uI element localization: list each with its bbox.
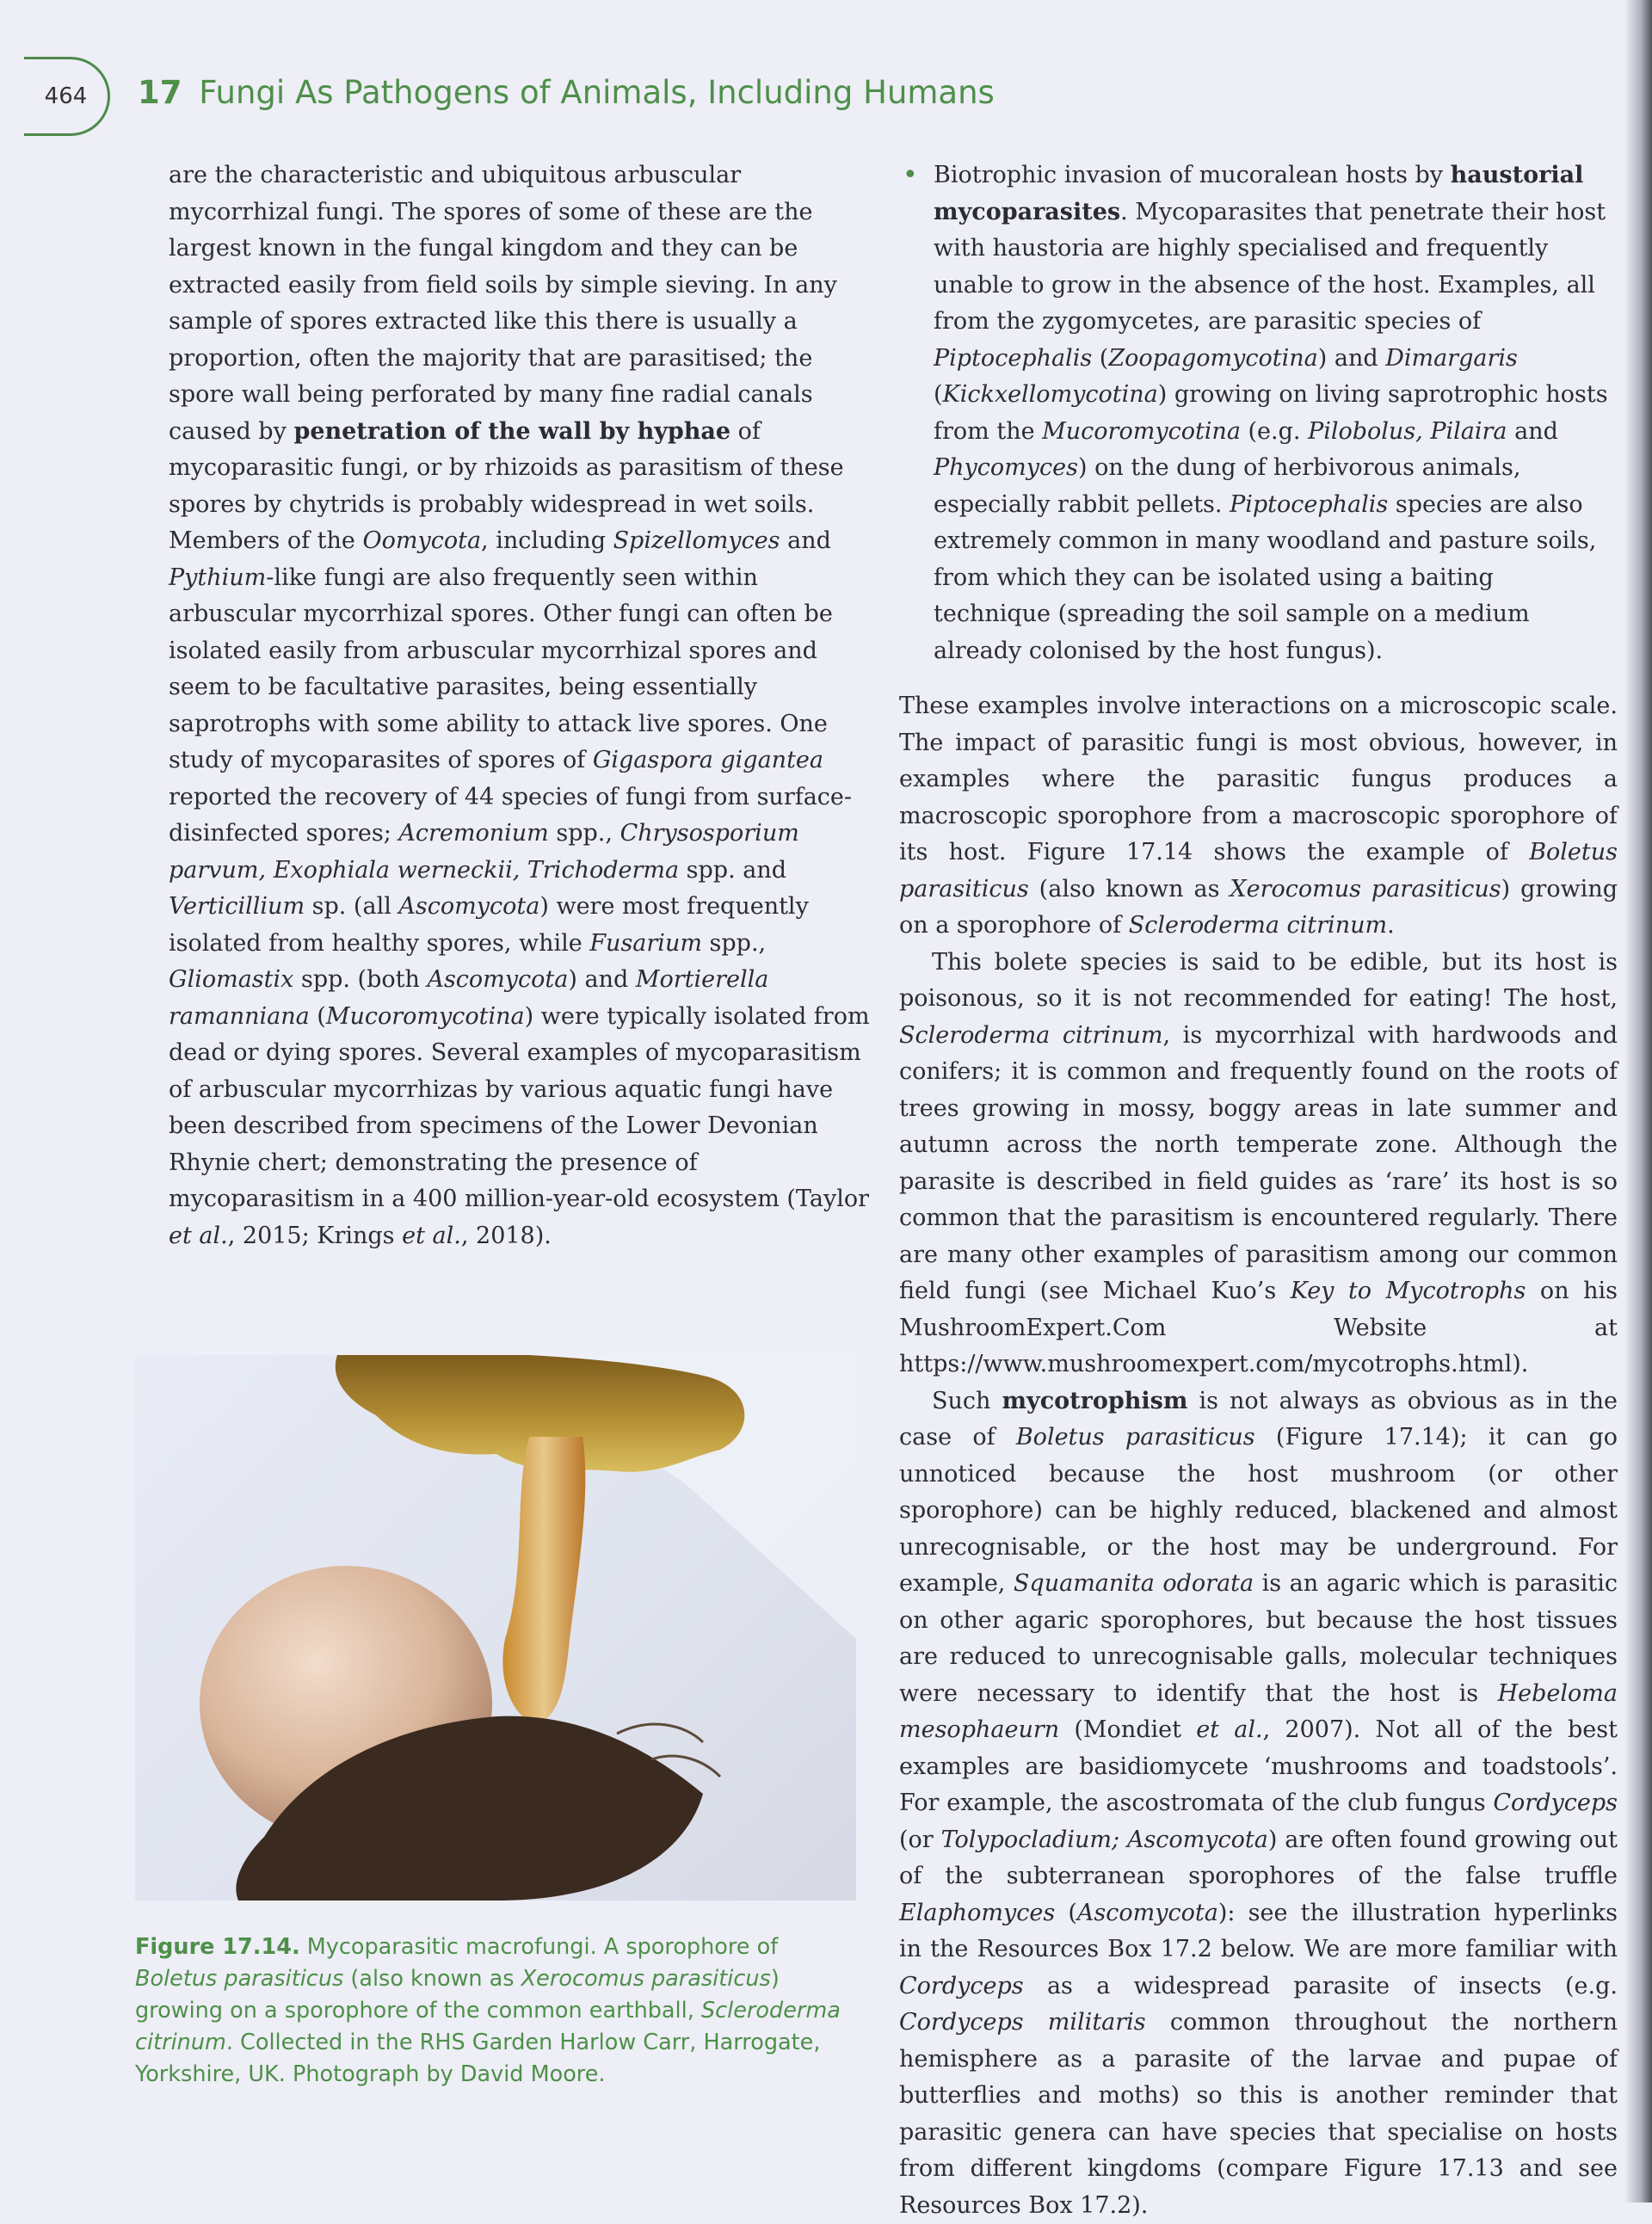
- right-column: [899, 157, 1618, 2224]
- chapter-title: Fungi As Pathogens of Animals, Including Humans: [199, 74, 995, 111]
- page-edge-shadow: [1624, 0, 1652, 2202]
- body-paragraph-2: This bolete species is said to be edible, but its host is poisonous, so it is not recommended for eating! The host, Scleroderma citrinum, is mycorrhizal with hardwoods and conifers; it is common and frequently found on the roots of trees growing in mossy, boggy areas in late summer and autumn across the north temperate zone. Although the parasite is described in field guides as ‘rare’ its host is so common that the parasitism is encountered regularly. There are many other examples of parasitism among our common field fungi (see Michael Kuo’s Key to Mycotrophs on his MushroomExpert.Com Website at https://www.mushroomexpert.com/mycotrophs.html).: [899, 945, 1618, 1383]
- figure-caption: [135, 1931, 866, 2091]
- figure-caption-text: Mycoparasitic macrofungi. A sporophore of Boletus parasiticus (also known as Xerocomus parasiticus) growing on a sporophore of the common earthball, Scleroderma citrinum. Collected in the RHS Garden Harlow Carr, Harrogate, Yorkshire, UK. Photograph by David Moore.: [135, 1934, 841, 2087]
- bolete-stem-shape: [502, 1437, 585, 1725]
- figure-photograph: [135, 1355, 856, 1901]
- chapter-number: 17: [138, 74, 182, 111]
- chapter-heading: [138, 74, 995, 111]
- left-paragraph: are the characteristic and ubiquitous arbuscular mycorrhizal fungi. The spores of some of these are the largest known in the fungal kingdom and they can be extracted easily from field soils by simple sieving. In any sample of spores extracted like this there is usually a proportion, often the majority that are parasitised; the spore wall being perforated by many fine radial canals caused by penetration of the wall by hyphae of mycoparasitic fungi, or by rhizoids as parasitism of these spores by chytrids is probably widespread in wet soils. Members of the Oomycota, including Spizellomyces and Pythium-like fungi are also frequently seen within arbuscular mycorrhizal spores. Other fungi can often be isolated easily from arbuscular mycorrhizal spores and seem to be facultative parasites, being essentially saprotrophs with some ability to attack live spores. One study of mycoparasites of spores of Gigaspora gigantea reported the recovery of 44 species of fungi from surface-disinfected spores; Acremonium spp., Chrysosporium parvum, Exophiala werneckii, Trichoderma spp. and Verticillium sp. (all Ascomycota) were most frequently isolated from healthy spores, while Fusarium spp., Gliomastix spp. (both Ascomycota) and Mortierella ramanniana (Mucoromycotina) were typically isolated from dead or dying spores. Several examples of mycoparasitism of arbuscular mycorrhizas by various aquatic fungi have been described from specimens of the Lower Devonian Rhynie chert; demonstrating the presence of mycoparasitism in a 400 million-year-old ecosystem (Taylor et al., 2015; Krings et al., 2018).: [169, 157, 874, 1254]
- mushroom-photo-illustration: [135, 1355, 856, 1901]
- body-paragraph-1: These examples involve interactions on a microscopic scale. The impact of parasitic fungi is most obvious, however, in examples where the parasitic fungus produces a macroscopic sporophore from a macroscopic sporophore of its host. Figure 17.14 shows the example of Boletus parasiticus (also known as Xerocomus parasiticus) growing on a sporophore of Scleroderma citrinum.: [899, 688, 1618, 945]
- page-number: 464: [24, 57, 110, 136]
- bullet-text: Biotrophic invasion of mucoralean hosts by haustorial mycoparasites. Mycoparasites that penetrate their host with haustoria are highly specialised and frequently unable to grow in the absence of the host. Examples, all from the zygomycetes, are parasitic species of Piptocephalis (Zoopagomycotina) and Dimargaris (Kickxellomycotina) growing on living saprotrophic hosts from the Mucoromycotina (e.g. Pilobolus, Pilaira and Phycomyces) on the dung of herbivorous animals, especially rabbit pellets. Piptocephalis species are also extremely common in many woodland and pasture soils, from which they can be isolated using a baiting technique (spreading the soil sample on a medium already colonised by the host fungus).: [934, 162, 1608, 664]
- left-column: [169, 157, 874, 1254]
- bullet-icon: •: [903, 157, 918, 194]
- figure-label: Figure 17.14.: [135, 1934, 300, 1960]
- bullet-item: [899, 157, 1618, 669]
- body-paragraph-3: Such mycotrophism is not always as obvious as in the case of Boletus parasiticus (Figure 17.14); it can go unnoticed because the host mushroom (or other sporophore) can be highly reduced, blackened and almost unrecognisable, or the host may be underground. For example, Squamanita odorata is an agaric which is parasitic on other agaric sporophores, but because the host tissues are reduced to unrecognisable galls, molecular techniques were necessary to identify that the host is Hebeloma mesophaeurn (Mondiet et al., 2007). Not all of the best examples are basidiomycete ‘mushrooms and toadstools’. For example, the ascostromata of the club fungus Cordyceps (or Tolypocladium; Ascomycota) are often found growing out of the subterranean sporophores of the false truffle Elaphomyces (Ascomycota): see the illustration hyperlinks in the Resources Box 17.2 below. We are more familiar with Cordyceps as a widespread parasite of insects (e.g. Cordyceps militaris common throughout the northern hemisphere as a parasite of the larvae and pupae of butterflies and moths) so this is another reminder that parasitic genera can have species that specialise on hosts from different kingdoms (compare Figure 17.13 and see Resources Box 17.2).: [899, 1383, 1618, 2224]
